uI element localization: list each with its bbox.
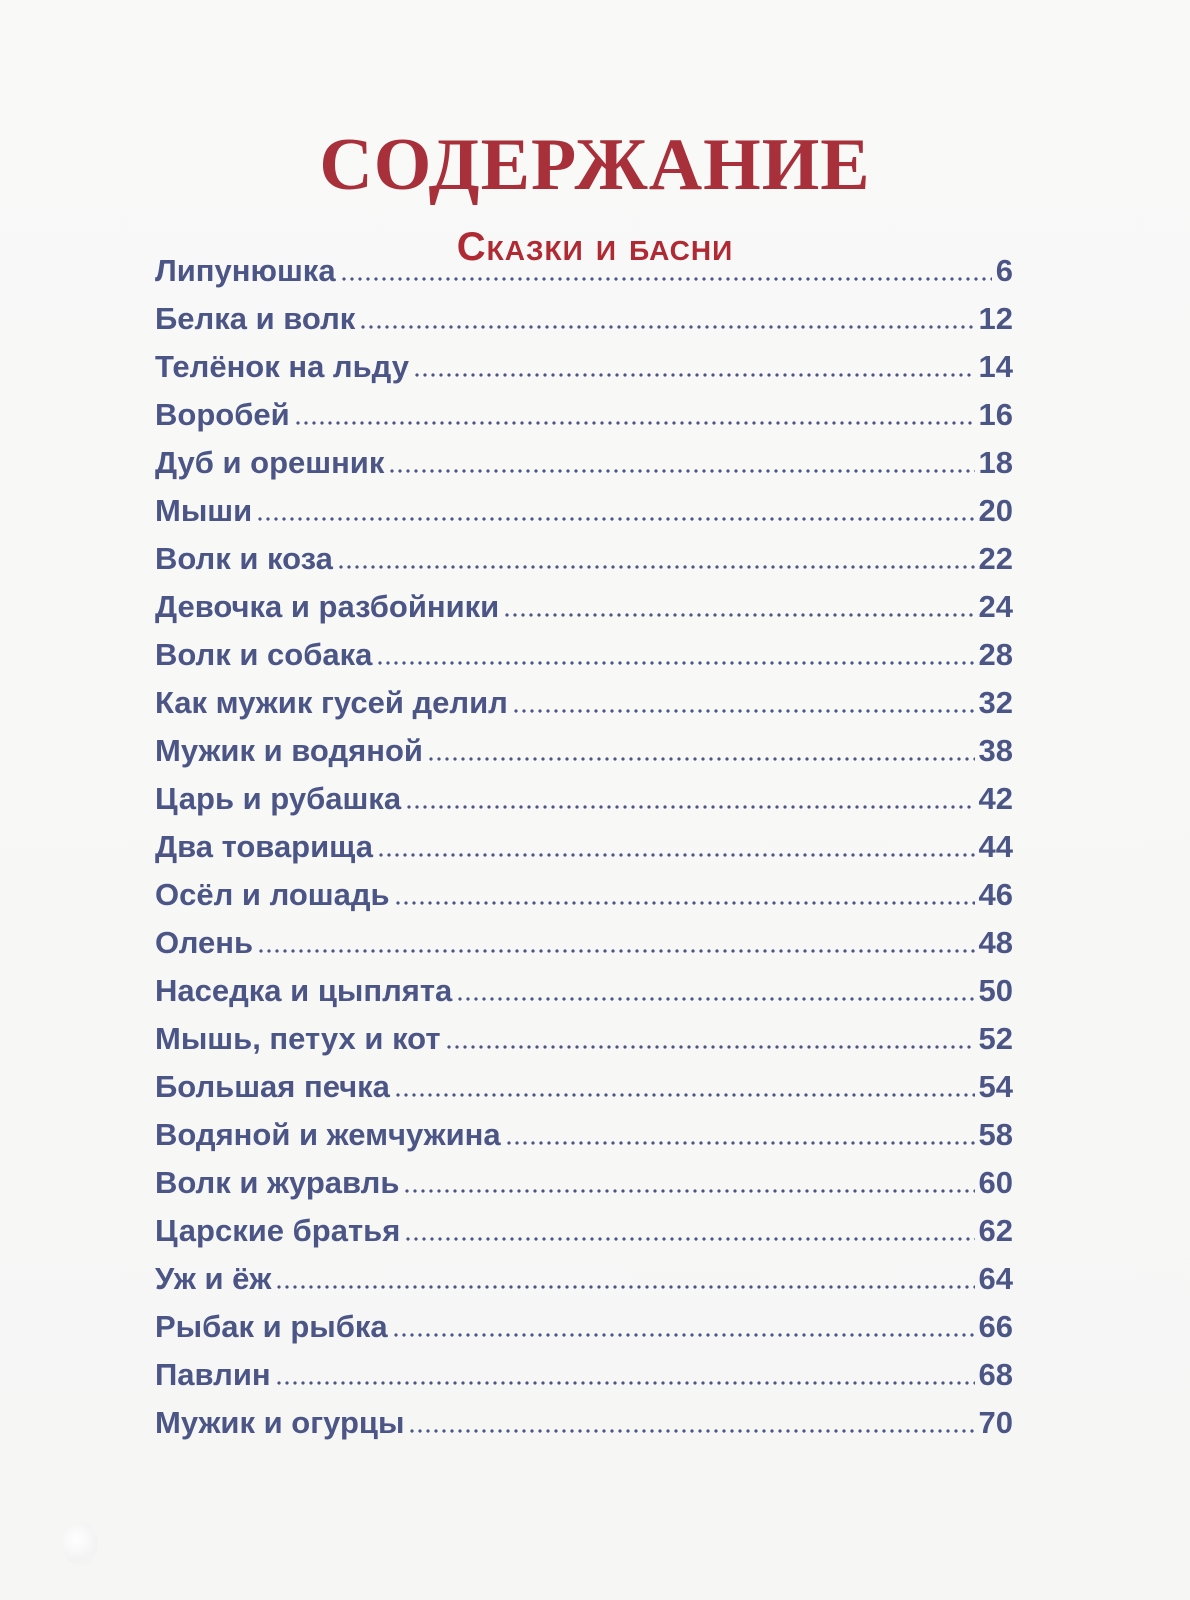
toc-entry-page: 64	[978, 1261, 1013, 1296]
page-title: СОДЕРЖАНИЕ	[319, 123, 871, 206]
dot-leader	[413, 373, 975, 377]
toc-entry-page: 44	[978, 829, 1013, 864]
toc-entry-page: 58	[978, 1117, 1013, 1152]
page-corner-mark	[62, 1522, 98, 1566]
dot-leader	[403, 1189, 974, 1193]
toc-entry[interactable]	[155, 919, 1013, 967]
toc-entry-page: 62	[978, 1213, 1013, 1248]
toc-entry-page: 70	[978, 1405, 1013, 1440]
dot-leader	[337, 565, 975, 569]
toc-entry-title: Мышь, петух и кот	[155, 1021, 441, 1056]
section-heading: Сказки и басни	[456, 225, 734, 270]
dot-leader	[408, 1429, 974, 1433]
dot-leader	[256, 517, 974, 521]
toc-entry-page: 32	[978, 685, 1013, 720]
toc-entry-page: 46	[978, 877, 1013, 912]
toc-entry-title: Осёл и лошадь	[155, 877, 390, 912]
toc-entry-title: Царские братья	[155, 1213, 401, 1248]
toc-entry-title: Воробей	[155, 397, 290, 432]
toc-entry-page: 12	[978, 301, 1013, 336]
toc-entry-page: 42	[978, 781, 1013, 816]
toc-entry-page: 38	[978, 733, 1013, 768]
toc-entry[interactable]	[155, 1111, 1013, 1159]
toc-entry-title: Мыши	[155, 493, 253, 528]
toc-entry-page: 48	[978, 925, 1013, 960]
toc-entry-title: Мужик и огурцы	[155, 1405, 405, 1440]
toc-entry[interactable]	[155, 535, 1013, 583]
toc-entry[interactable]	[155, 823, 1013, 871]
toc-entry[interactable]	[155, 343, 1013, 391]
toc-entry-page: 68	[978, 1357, 1013, 1392]
toc-entry[interactable]	[155, 727, 1013, 775]
toc-entry[interactable]	[155, 1015, 1013, 1063]
toc-entry-page: 18	[978, 445, 1013, 480]
dot-leader	[427, 757, 975, 761]
toc-entry[interactable]	[155, 1399, 1013, 1447]
dot-leader	[340, 277, 992, 281]
dot-leader	[394, 901, 975, 905]
toc-entry-title: Водяной и жемчужина	[155, 1117, 501, 1152]
dot-leader	[405, 805, 974, 809]
toc-entry-title: Девочка и разбойники	[155, 589, 500, 624]
toc-entry-title: Рыбак и рыбка	[155, 1309, 388, 1344]
toc-entry-page: 14	[978, 349, 1013, 384]
dot-leader	[503, 613, 974, 617]
dot-leader	[275, 1381, 975, 1385]
toc-entry-title: Два товарища	[155, 829, 373, 864]
toc-entry-page: 66	[978, 1309, 1013, 1344]
toc-entry[interactable]	[155, 1159, 1013, 1207]
toc-entry-title: Олень	[155, 925, 254, 960]
toc-entry-title: Телёнок на льду	[155, 349, 409, 384]
toc-entry[interactable]	[155, 1351, 1013, 1399]
toc-entry[interactable]	[155, 1063, 1013, 1111]
toc-entry-title: Уж и ёж	[155, 1261, 272, 1296]
dot-leader	[377, 853, 975, 857]
toc-entry-page: 6	[995, 253, 1013, 288]
dot-leader	[388, 469, 974, 473]
dot-leader	[257, 949, 975, 953]
toc-entry-title: Павлин	[155, 1357, 271, 1392]
toc-entry[interactable]	[155, 775, 1013, 823]
toc-entry[interactable]	[155, 1303, 1013, 1351]
dot-leader	[275, 1285, 974, 1289]
toc-entry-page: 22	[978, 541, 1013, 576]
toc-entry-page: 52	[978, 1021, 1013, 1056]
toc-entry-title: Наседка и цыплята	[155, 973, 453, 1008]
toc-entry[interactable]	[155, 391, 1013, 439]
toc-entry-title: Дуб и орешник	[155, 445, 385, 480]
dot-leader	[294, 421, 975, 425]
toc-entry[interactable]	[155, 679, 1013, 727]
dot-leader	[376, 661, 974, 665]
toc-entry[interactable]	[155, 487, 1013, 535]
toc-entry[interactable]	[155, 439, 1013, 487]
dot-leader	[456, 997, 974, 1001]
dot-leader	[445, 1045, 975, 1049]
dot-leader	[359, 325, 974, 329]
toc-entry-title: Белка и волк	[155, 301, 356, 336]
toc-entry-page: 16	[978, 397, 1013, 432]
dot-leader	[392, 1333, 975, 1337]
toc-entry-title: Царь и рубашка	[155, 781, 402, 816]
toc-entry-page: 54	[978, 1069, 1013, 1104]
toc-entry[interactable]	[155, 583, 1013, 631]
toc-entry-title: Большая печка	[155, 1069, 390, 1104]
dot-leader	[394, 1093, 975, 1097]
toc-entry-page: 24	[978, 589, 1013, 624]
toc-entry[interactable]	[155, 295, 1013, 343]
toc-entry-page: 50	[978, 973, 1013, 1008]
toc-entry-title: Волк и коза	[155, 541, 333, 576]
dot-leader	[512, 709, 975, 713]
toc-entry-page: 28	[978, 637, 1013, 672]
dot-leader	[505, 1141, 975, 1145]
toc-entry-title: Волк и собака	[155, 637, 373, 672]
dot-leader	[404, 1237, 974, 1241]
toc-entry[interactable]	[155, 1207, 1013, 1255]
toc-entry[interactable]	[155, 1255, 1013, 1303]
toc-entry[interactable]	[155, 631, 1013, 679]
toc-entry-title: Волк и журавль	[155, 1165, 400, 1200]
toc-entry[interactable]	[155, 247, 1013, 295]
toc-entry-title: Как мужик гусей делил	[155, 685, 508, 720]
toc-entry[interactable]	[155, 871, 1013, 919]
toc-entry[interactable]	[155, 967, 1013, 1015]
table-of-contents	[155, 247, 1013, 1447]
toc-entry-page: 20	[978, 493, 1013, 528]
toc-entry-title: Липунюшка	[155, 253, 336, 288]
toc-entry-page: 60	[978, 1165, 1013, 1200]
toc-entry-title: Мужик и водяной	[155, 733, 423, 768]
